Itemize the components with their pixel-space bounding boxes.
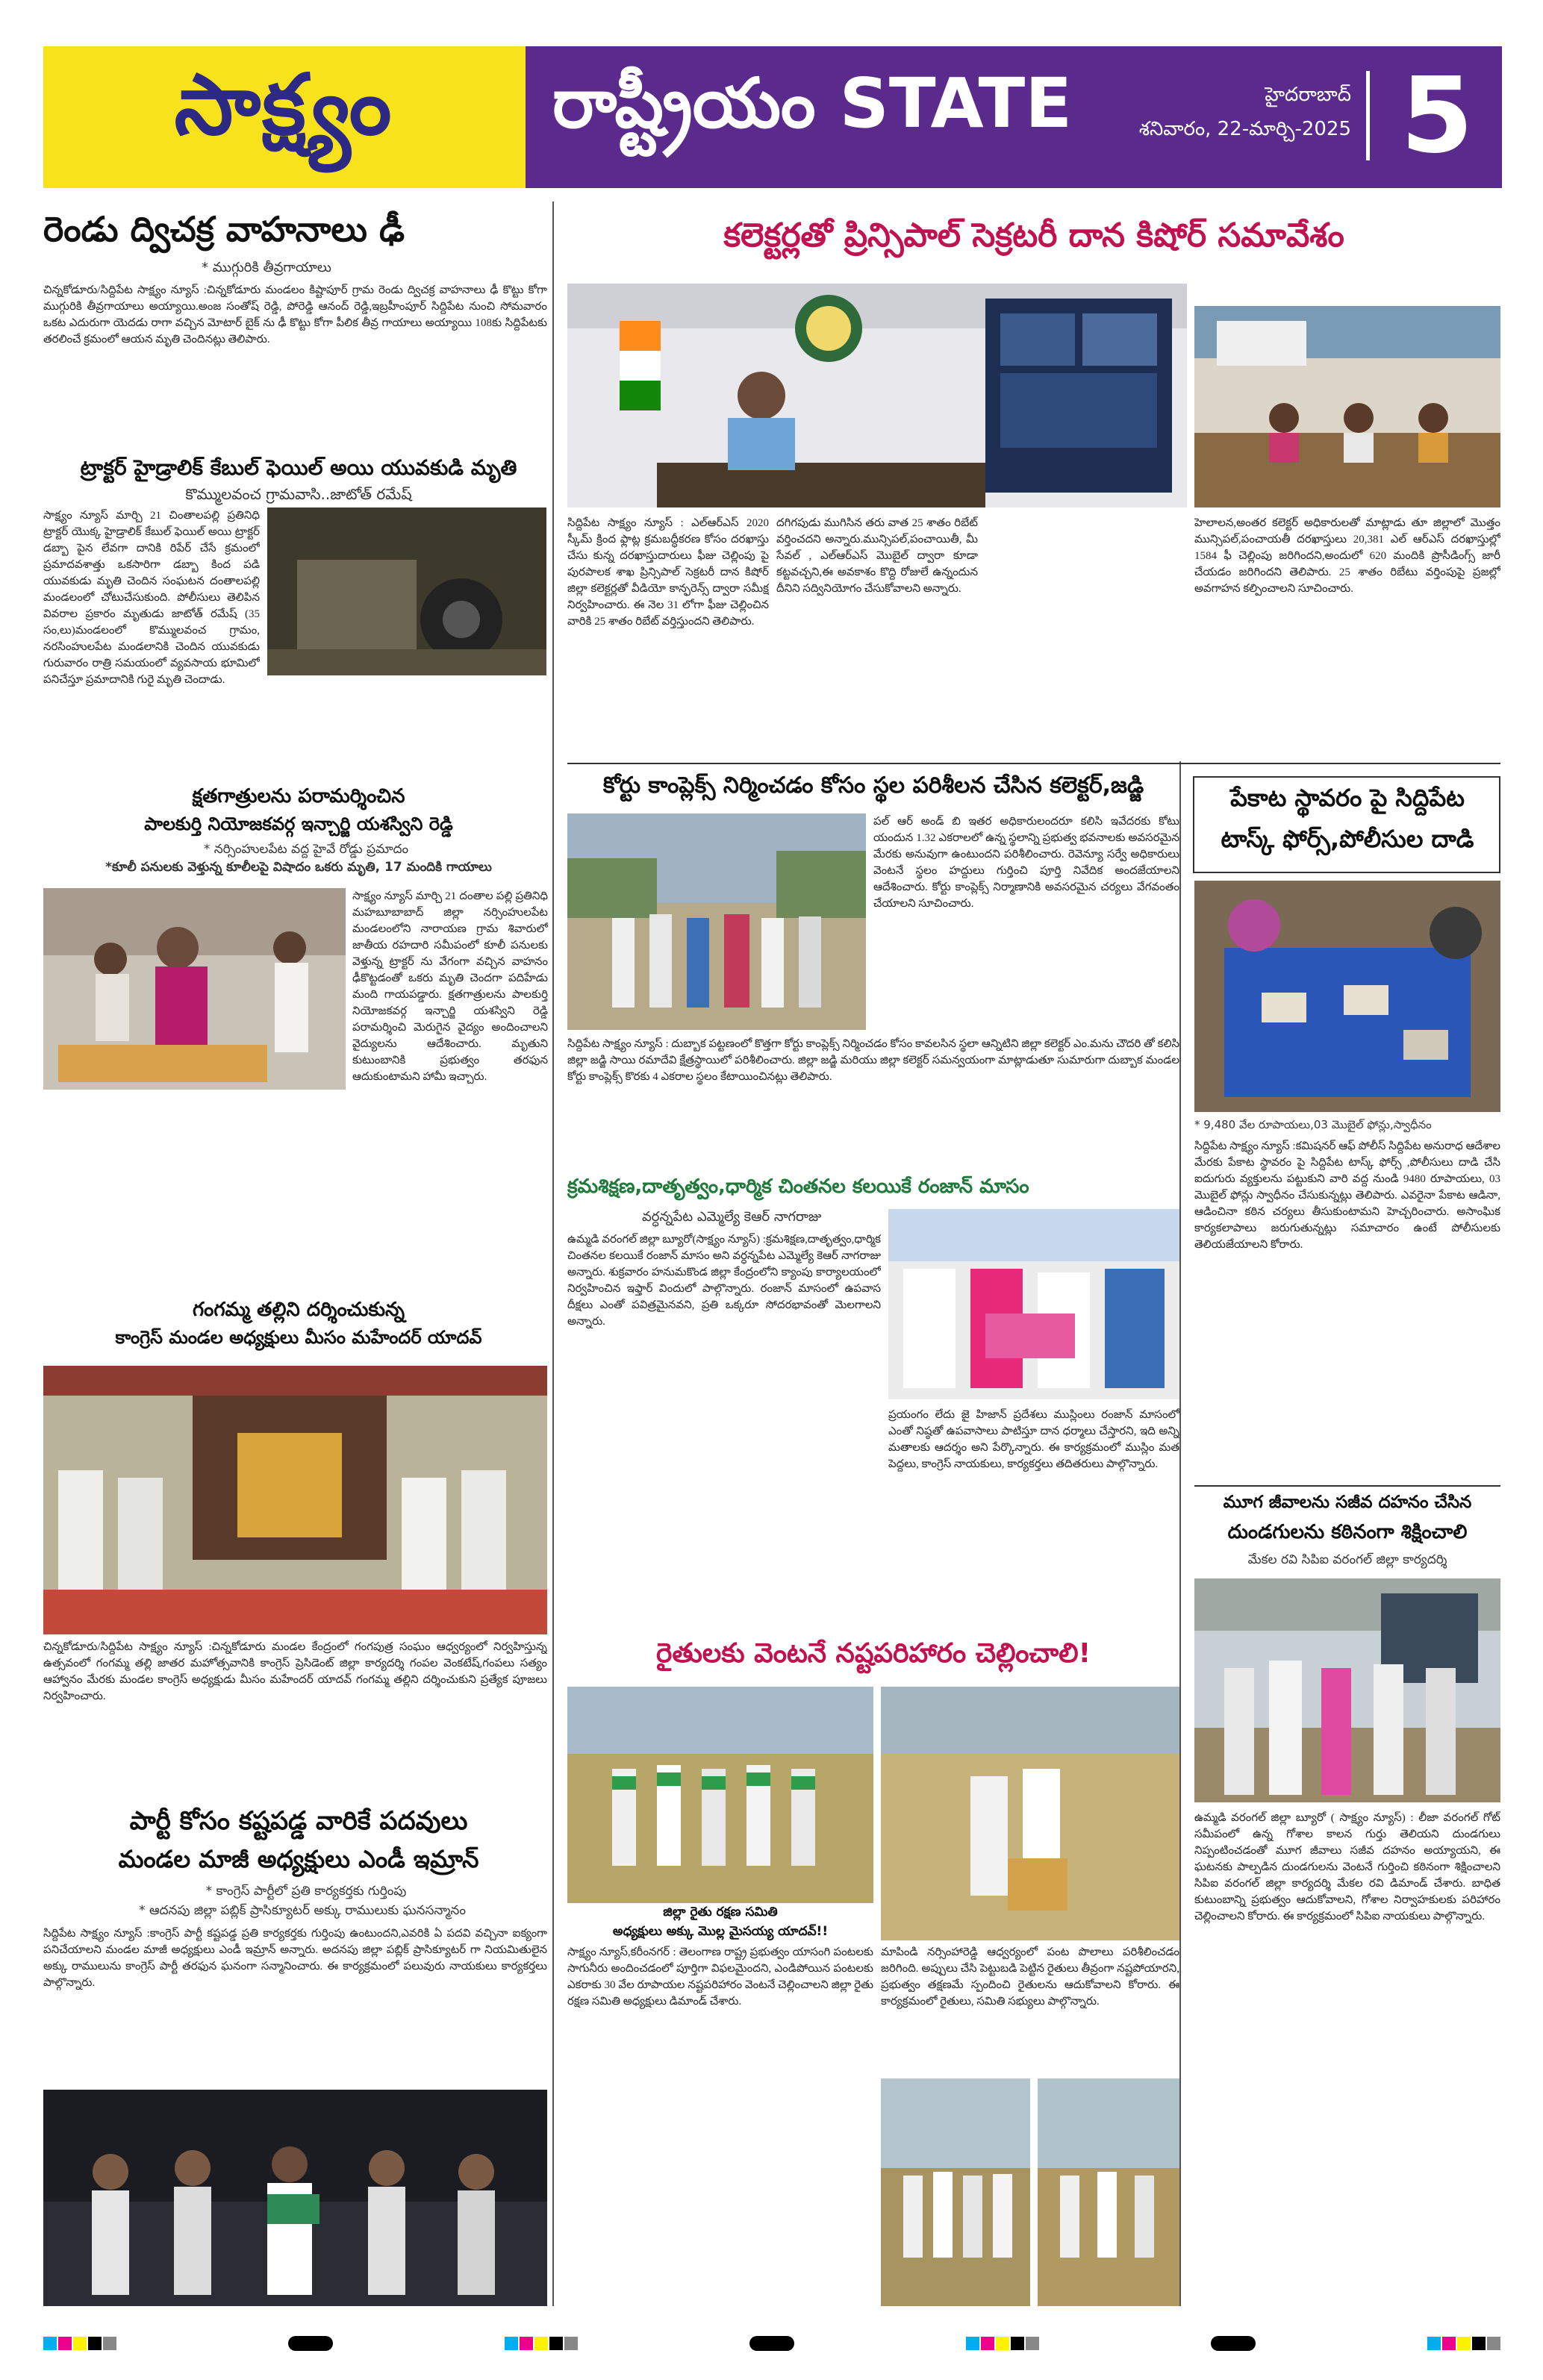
felicitation-photo xyxy=(43,2090,547,2306)
registration-mark xyxy=(288,2336,333,2351)
subhead: * 9,480 వేల రూపాయలు,03 మొబైల్ ఫోన్లు,స్వాధీనం xyxy=(1194,1118,1432,1131)
edition-city: హైదరాబాద్ xyxy=(1265,84,1351,106)
temple-group-photo xyxy=(43,1366,547,1634)
article-body: ప్రయంగం లేదు జై హిజాన్ ప్రదేశలు ముస్లింలు రంజాన్ మాసంలో ఎంతో నిష్ఠతో ఉపవాసాలు పాటిస్తూ దాన ధర్మాలు చేస్తారని, ఇది అన్ని మతాలకు ఆదర్శం అని పేర్కొన్నారు. ఈ కార్యక్రమంలో ముస్లిం మత పెద్దలు, కాంగ్రెస్ నాయకులు, కార్యకర్తలు తదితరులు పాల్గొన్నారు. xyxy=(888,1409,1179,1470)
headline-party-posts-2: మండల మాజీ అధ్యక్షులు ఎండీ ఇమ్రాన్ xyxy=(118,1845,479,1873)
section-divider xyxy=(1194,1485,1500,1487)
cattle-shed-photo xyxy=(1194,1578,1500,1802)
newspaper-logo: సాక్ష్యం xyxy=(174,57,393,154)
farmers-group-photo-1 xyxy=(881,2078,1030,2306)
subhead: * కాంగ్రెస్ పార్టీలో ప్రతి కార్యకర్తకు గుర్తింపు xyxy=(205,1884,407,1899)
article-body: సాక్ష్యం న్యూస్ మార్చి 21 చింతాలపల్లి ప్రతినిధి ట్రాక్టర్ యొక్క హైడ్రాలిక్ కేబుల్ ఫెయిల్ అయి ట్రాక్టర్ డబ్బా పైన లేవగా దానికి రిపేర్ చేసే క్రమంలో ప్రమాదవశాత్తు ఒకసారిగా డబ్బా కింద పడి యువకుడు మృతి చెందిన సంఘటన దంతాలపల్లి మండలంలో చోటుచేసుకుంది. పోలీసులు తెలిపిన వివరాల ప్రకారం మృతుడు జాటోత్ రమేష్ (35 సం,లు)మండలంలో కొమ్ములవంచ గ్రామం, నరసింహులపేట మండలానికి చెందిన యువకుడు గురువారం రాత్రి సమయంలో వ్యవసాయ భూమిలో పనిచేస్తూ ప్రమాదానికి గురై మృతి చెందాడు. xyxy=(43,510,260,686)
farmers-plot-photo xyxy=(881,1687,1179,1940)
color-bar xyxy=(505,2337,578,2350)
column-rule xyxy=(552,202,554,2306)
site-inspection-photo xyxy=(567,813,866,1030)
article-body: సిద్దిపేట సాక్ష్యం న్యూస్ : ఎల్ఆర్ఎస్ 2020 స్కీమ్ క్రింద ఫ్లాట్ల క్రమబద్ధీకరణ కోసం దరఖాస్తు చేసు కున్న దరఖాస్తుదారులు ఫీజు చెల్లింపు పై పురపాలక శాఖ ప్రిన్సిపాల్ సెక్రటరీ దాన కిషోర్ జిల్లా కలెక్టర్లతో వీడియో కాన్ఫరెన్స్ ద్వారా సమీక్ష నిర్వహించారు. ఈ నెల 31 లోగా ఫీజు చెల్లించిన వారికి 25 శాతం రిబేట్ వర్తిస్తుందని తెలిపారు. xyxy=(567,517,769,628)
collectorate-meeting-photo xyxy=(1194,306,1500,507)
tractor-photo xyxy=(267,507,546,675)
column-rule xyxy=(1179,761,1181,2306)
headline-tractor-accident: ట్రాక్టర్ హైడ్రాలిక్ కేబుల్ ఫెయిల్ అయి యువకుడి మృతి xyxy=(80,455,517,480)
registration-mark xyxy=(749,2336,794,2351)
subhead: * నర్సింహులపేట వద్ద హైవే రోడ్డు ప్రమాదం xyxy=(203,842,409,857)
subhead: * ఆదనపు జిల్లా పబ్లిక్ ప్రాసిక్యూటర్ అక్కు రాములుకు ఘనసన్మానం xyxy=(139,1903,466,1918)
headline-party-posts: పార్టీ కోసం కష్టపడ్డ వారికే పదవులు xyxy=(129,1806,468,1836)
subhead: * ముగ్గురికి తీవ్రగాయాలు xyxy=(202,260,331,275)
print-registration-strip xyxy=(43,2329,1500,2358)
headline-gambling-raid-2: టాస్క్ ఫోర్స్,పోలీసుల దాడి xyxy=(1221,825,1474,853)
color-bar xyxy=(1427,2337,1500,2350)
headline-cattle-fire-2: దుండగులను కఠినంగా శిక్షించాలి xyxy=(1227,1521,1468,1543)
headline-gambling-raid: పేకాట స్థావరం పై సిద్దిపేట xyxy=(1230,784,1465,812)
gambling-raid-photo xyxy=(1194,881,1500,1112)
color-bar xyxy=(43,2337,116,2350)
article-body-cont xyxy=(43,735,547,780)
article-body: ఉమ్మడి వరంగల్ జిల్లా బ్యూరో(సాక్ష్యం న్యూస్) :క్రమశిక్షణ,దాతృత్వం,ధార్మిక చింతనల కలయికే రంజాన్ మాసం అని వర్ధన్నపేట ఎమ్మెల్యే కెఆర్ నాగరాజు అన్నారు. శుక్రవారం హనుమకొండ జిల్లా కేంద్రంలోని క్యాంపు కార్యాలయంలో నిర్వహించిన ఇఫ్తార్ విందులో పాల్గొన్నారు. రంజాన్ మాసంలో ఉపవాస దీక్షలు ఎంతో పవిత్రమైనవని, ప్రతి ఒక్కరూ సోదరభావంతో మెలగాలని అన్నారు. xyxy=(567,1234,881,1328)
color-bar xyxy=(966,2337,1039,2350)
headline-court-complex: కోర్టు కాంప్లెక్స్ నిర్మించడం కోసం స్థల పరిశీలన చేసిన కలెక్టర్,జడ్జి xyxy=(602,772,1144,799)
headline-bike-collision: రెండు ద్విచక్ర వాహనాలు ఢీ xyxy=(43,209,405,249)
headline-ramzan: క్రమశిక్షణ,దాతృత్వం,ధార్మిక చింతనల కలయికే రంజాన్ మాసం xyxy=(567,1175,1029,1198)
iftar-photo xyxy=(888,1209,1179,1399)
farmers-group-photo-2 xyxy=(1038,2078,1179,2306)
article-body-cont xyxy=(985,515,1187,761)
page-number: 5 xyxy=(1400,54,1474,177)
farmers-field-photo xyxy=(567,1687,873,1903)
video-conference-photo xyxy=(567,284,1187,507)
article-body: సాక్ష్యం న్యూస్,కరీంనగర్ : తెలంగాణ రాష్ట్ర ప్రభుత్వం యాసంగి పంటలకు సాగునీరు అందించడంలో పూర్తిగా విఫలమైందని, ఎండిపోయిన పంటలకు ఎకరాకు 30 వేల రూపాయల నష్టపరిహారం వెంటనే చెల్లించాలని జిల్లా రైతు రక్షణ సమితి అధ్యక్షులు డిమాండ్ చేశారు. xyxy=(567,1946,873,2008)
subhead: కొమ్ములవంచ గ్రామవాసి..జాటోత్ రమేష్ xyxy=(185,485,412,503)
registration-mark xyxy=(1211,2336,1256,2351)
masthead-divider xyxy=(1366,71,1370,160)
headline-farmers-compensation: రైతులకు వెంటనే నష్టపరిహారం చెల్లించాలి! xyxy=(656,1638,1091,1669)
photo-caption: జిల్లా రైతు రక్షణ సమితి xyxy=(663,1905,778,1920)
headline-temple-visit: గంగమ్మ తల్లిని దర్శించుకున్న xyxy=(193,1299,405,1321)
photo-caption: అధ్యక్షులు అక్కు మొల్ల మైసయ్య యాదవ్!! xyxy=(612,1924,829,1939)
article-body-cont xyxy=(43,1093,547,1295)
subhead: వర్ధన్నపేట ఎమ్మెల్యే కెఆర్ నాగరాజు xyxy=(642,1209,822,1225)
headline-injured-visit: క్షతగాత్రులను పరామర్శించిన xyxy=(192,785,405,808)
article-body: చిన్నకోడూరు/సిద్దిపేట సాక్ష్యం న్యూస్ :చిన్నకోడూరు మండలం కిష్టాపూర్ గ్రామ రెండు ద్విచక్ర వాహనాలు ఢీ కొట్టు కోగా ముగ్గురికి తీవ్రగాయాలు అయ్యాయి.అంజ సంతోష్ రెడ్డి, పోరెడ్డి ఆనంద్ రెడ్డి,ఇబ్రహీంపూర్ సిద్దిపేట నుంచి సోమవారం ఒకట ఎదురుగా యెదడు రాగా వచ్చిన మోటార్ బైక్ ను ఢీ కొట్టు కోగా పీలిక తీవ్ర గాయాలు అయ్యాయి 108కు సిద్దిపేటకు తరలించే క్రమంలో ఆయన మృతి చెందినట్లు తెలిపారు. xyxy=(43,284,547,346)
article-body: చిన్నకోడూరు/సిద్దిపేట సాక్ష్యం న్యూస్ :చిన్నకోడూరు మండల కేంద్రంలో గంగపుత్ర సంఘం ఆధ్వర్యంలో నిర్వహిస్తున్న ఉత్సవంలో గంగమ్మ తల్లి జాతర మహోత్సవానికి కాంగ్రెస్ ప్రెసిడెంట్ జిల్లా కార్యదర్శి గంపల వెంకటేష్,గంపలు సత్యం ఆహ్వానం మేరకు మండల కాంగ్రెస్ అధ్యక్షుడు మీసం మహేందర్ యాదవ్ గంగమ్మ తల్లిని దర్శించుకుని ప్రత్యేక పూజలు నిర్వహించారు. xyxy=(43,1641,547,1702)
article-body: దగిగపుడు ముగిసిన తరు వాత 25 శాతం రిబేట్ వర్తించదని అన్నారు.మున్సిపల్,పంచాయితీ, మీ సేవల్ , ఎల్ఆర్ఎస్ మొబైల్ ద్వారా కూడా కట్టవచ్చని,ఈ అవకాశం కొద్ది రోజులే ఉన్నందున దీనిని సద్వినియోగం చేసుకోవాలని అన్నారు. xyxy=(776,517,978,595)
subhead: *కూలీ పనులకు వెళ్తున్న కూలీలపై విషాదం ఒకరు మృతి, 17 మందికి గాయాలు xyxy=(105,860,492,875)
article-body: సిద్దిపేట సాక్ష్యం న్యూస్ : దుబ్బాక పట్టణంలో కొత్తగా కోర్టు కాంప్లెక్స్ నిర్మించడం కోసం కావలసిన స్థలా ఆన్నిటిని జిల్లా కలెక్టర్ ఎం.మను చౌదరి తో కలిసి జిల్లా జడ్జి సాయి రమాదేవి క్షేత్రస్థాయిలో పరిశీలించారు. జిల్లా జడ్జి మరియు జిల్లా కలెక్టర్ సమన్వయంగా మాట్లాడుతూ సుమారుగా దుబ్బాక మండల కోర్టు కాంప్లెక్స్ కొరకు 4 ఎకరాల స్థలం కేటాయించినట్లు తెలిపారు. xyxy=(567,1038,1179,1083)
headline-injured-visit-2: పాలకుర్తి నియోజకవర్గ ఇన్చార్జి యశస్విని రెడ్డి xyxy=(144,813,453,834)
headline-temple-visit-2: కాంగ్రెస్ మండల అధ్యక్షులు మీసం మహేందర్ యాదవ్ xyxy=(115,1327,482,1348)
headline-lead-meeting: కలెక్టర్లతో ప్రిన్సిపాల్ సెక్రటరీ దాన కిషోర్ సమావేశం xyxy=(723,216,1344,254)
subhead: మేకల రవి సిపిఐ వరంగల్ జిల్లా కార్యదర్శి xyxy=(1247,1552,1447,1567)
article-body: సిద్దిపేట సాక్ష్యం న్యూస్ :కాంగ్రెస్ పార్టీ కష్టపడ్డ ప్రతి కార్యకర్తకు గుర్తింపు ఉంటుందని,ఎవరికి ఏ పదవి వచ్చినా ఐక్యంగా పనిచేయాలని మండల మాజీ అధ్యక్షులు ఎండీ ఇమ్రాన్ అన్నారు. అదనపు జిల్లా పబ్లిక్ ప్రాసిక్యూటర్ గా నియమితులైన అక్కు రాములును కాంగ్రెస్ పార్టీ తరఫున ఘనంగా సన్మానించారు. ఈ కార్యక్రమంలో పలువురు నాయకులు కార్యకర్తలు పాల్గొన్నారు. xyxy=(43,1928,547,1989)
article-body: ఉమ్మడి వరంగల్ జిల్లా బ్యూరో ( సాక్ష్యం న్యూస్) : లీజా వరంగల్ గోట్ సమీపంలో ఉన్న గోశాల కాలన గుర్తు తెలియని దుండగులు నిప్పంటించడంతో మూగ జీవాలు సజీవ దహనం అయ్యాయని, ఈ ఘటనకు పాల్పడిన దుండగులను వెంటనే గుర్తించి కఠినంగా శిక్షించాలని సిపిఐ వరంగల్ జిల్లా కార్యదర్శి మేకల రవి డిమాండ్ చేశారు. బాధిత కుటుంబాన్ని ప్రభుత్వం ఆదుకోవాలని, గోశాల నిర్వాహకులకు పరిహారం చెల్లించాలని కోరారు. ఈ కార్యక్రమంలో సిపిఐ నాయకులు పాల్గొన్నారు. xyxy=(1194,1812,1500,1923)
headline-cattle-fire: మూగ జీవాలను సజీవ దహనం చేసిన xyxy=(1223,1493,1472,1512)
article-body: సాక్ష్యం న్యూస్ మార్చి 21 దంతాల పల్లి ప్రతినిధి మహబూబాబాద్ జిల్లా నర్సింహులపేట మండలంలోని నారాయణ గ్రామ శివారులో జాతీయ రహదారి సమీపంలో కూలీ పనులకు వెళ్తున్న ట్రాక్టర్ ను వేగంగా వచ్చిన వాహనం ఢీకొట్టడంతో ఒకరు మృతి చెందగా పదిహేడు మంది గాయపడ్డారు. క్షతగాత్రులను పాలకుర్తి నియోజకవర్గ ఇన్చార్జి యశస్విని రెడ్డి పరామర్శించి మెరుగైన వైద్యం అందించాలని వైద్యులను ఆదేశించారు. మృతుని కుటుంబానికి ప్రభుత్వం తరఫున ఆదుకుంటామని హామీ ఇచ్చారు. xyxy=(352,890,548,1083)
hospital-visit-photo xyxy=(43,888,346,1090)
article-body: మాపిండి నర్సింహారెడ్డి ఆధ్వర్యంలో పంట పొలాలు పరిశీలించడం జరిగింది. అప్పులు చేసి పెట్టుబడి పెట్టిన రైతులు తీవ్రంగా నష్టపోయారని, ప్రభుత్వం తక్షణమే స్పందించి రైతులను ఆదుకోవాలని కోరారు. ఈ కార్యక్రమంలో రైతులు, సమితి సభ్యులు పాల్గొన్నారు. xyxy=(881,1946,1179,2008)
article-body: సిద్దిపేట సాక్ష్యం న్యూస్ :కమిషనర్ ఆఫ్ పోలీస్ సిద్దిపేట అనురాధ ఆదేశాల మేరకు పేకాట స్థావరం పై సిద్దిపేట టాస్క్ ఫోర్స్ ,పోలీసులు దాడి చేసి ఐదుగురు వ్యక్తులను పట్టుకుని వారి వద్ద నుండి 9480 రూపాయలు, 03 మొబైల్ ఫోన్లు స్వాధీనం చేసుకున్నట్లు తెలిపారు. ఎవరైనా పేకాట ఆడినా, ఆడించినా కఠిన చర్యలు తీసుకుంటామని హెచ్చరించారు. అసాంఘిక కార్యకలాపాలు జరుగుతున్నట్లు సమాచారం ఉంటే పోలీసులకు తెలియజేయాలని కోరారు. xyxy=(1194,1140,1500,1251)
edition-date: శనివారం, 22-మార్చి-2025 xyxy=(1138,118,1351,140)
section-title: రాష్ట్రీయం STATE xyxy=(552,63,1073,143)
article-body: పల్ ఆర్ అండ్ బి ఇతర అధికారులందరూ కలిసి ఇవేదరకు కోటు యందున 1.32 ఎకరాలలో ఉన్న స్థలాన్ని ప్రభుత్వ భవనాలకు అవసరమైన మేరకు అనువుగా ఉంటుందని పరిశీలించారు. రెవెన్యూ సర్వే అధికారులు వెంటనే స్థలం హద్దులు గుర్తించి పూర్తి నివేదిక అందజేయాలని ఆదేశించారు. కోర్టు కాంప్లెక్స్ నిర్మాణానికి అవసరమైన చర్యలు వేగవంతం చేయాలని సూచించారు. xyxy=(873,816,1179,910)
article-body: హెలాలన,అంతర కలెక్టర్ అధికారులతో మాట్లాడు తూ జిల్లాలో మొత్తం మున్సిపల్,పంచాయతీ దరఖాస్తులు 20,381 ఎల్ ఆర్ఎస్ దరఖాస్తుల్లో 1584 ఫీ చెల్లింపు జరిగిందని,అందులో 620 మందికి ప్రొసీడింగ్స్ జారీ చేయడం జరిగిందని తెలిపారు. 25 శాతం రిబేటు వర్తింపుపై ప్రజల్లో అవగాహన కల్పించాలని సూచించారు. xyxy=(1194,517,1500,595)
section-divider xyxy=(567,763,1500,764)
